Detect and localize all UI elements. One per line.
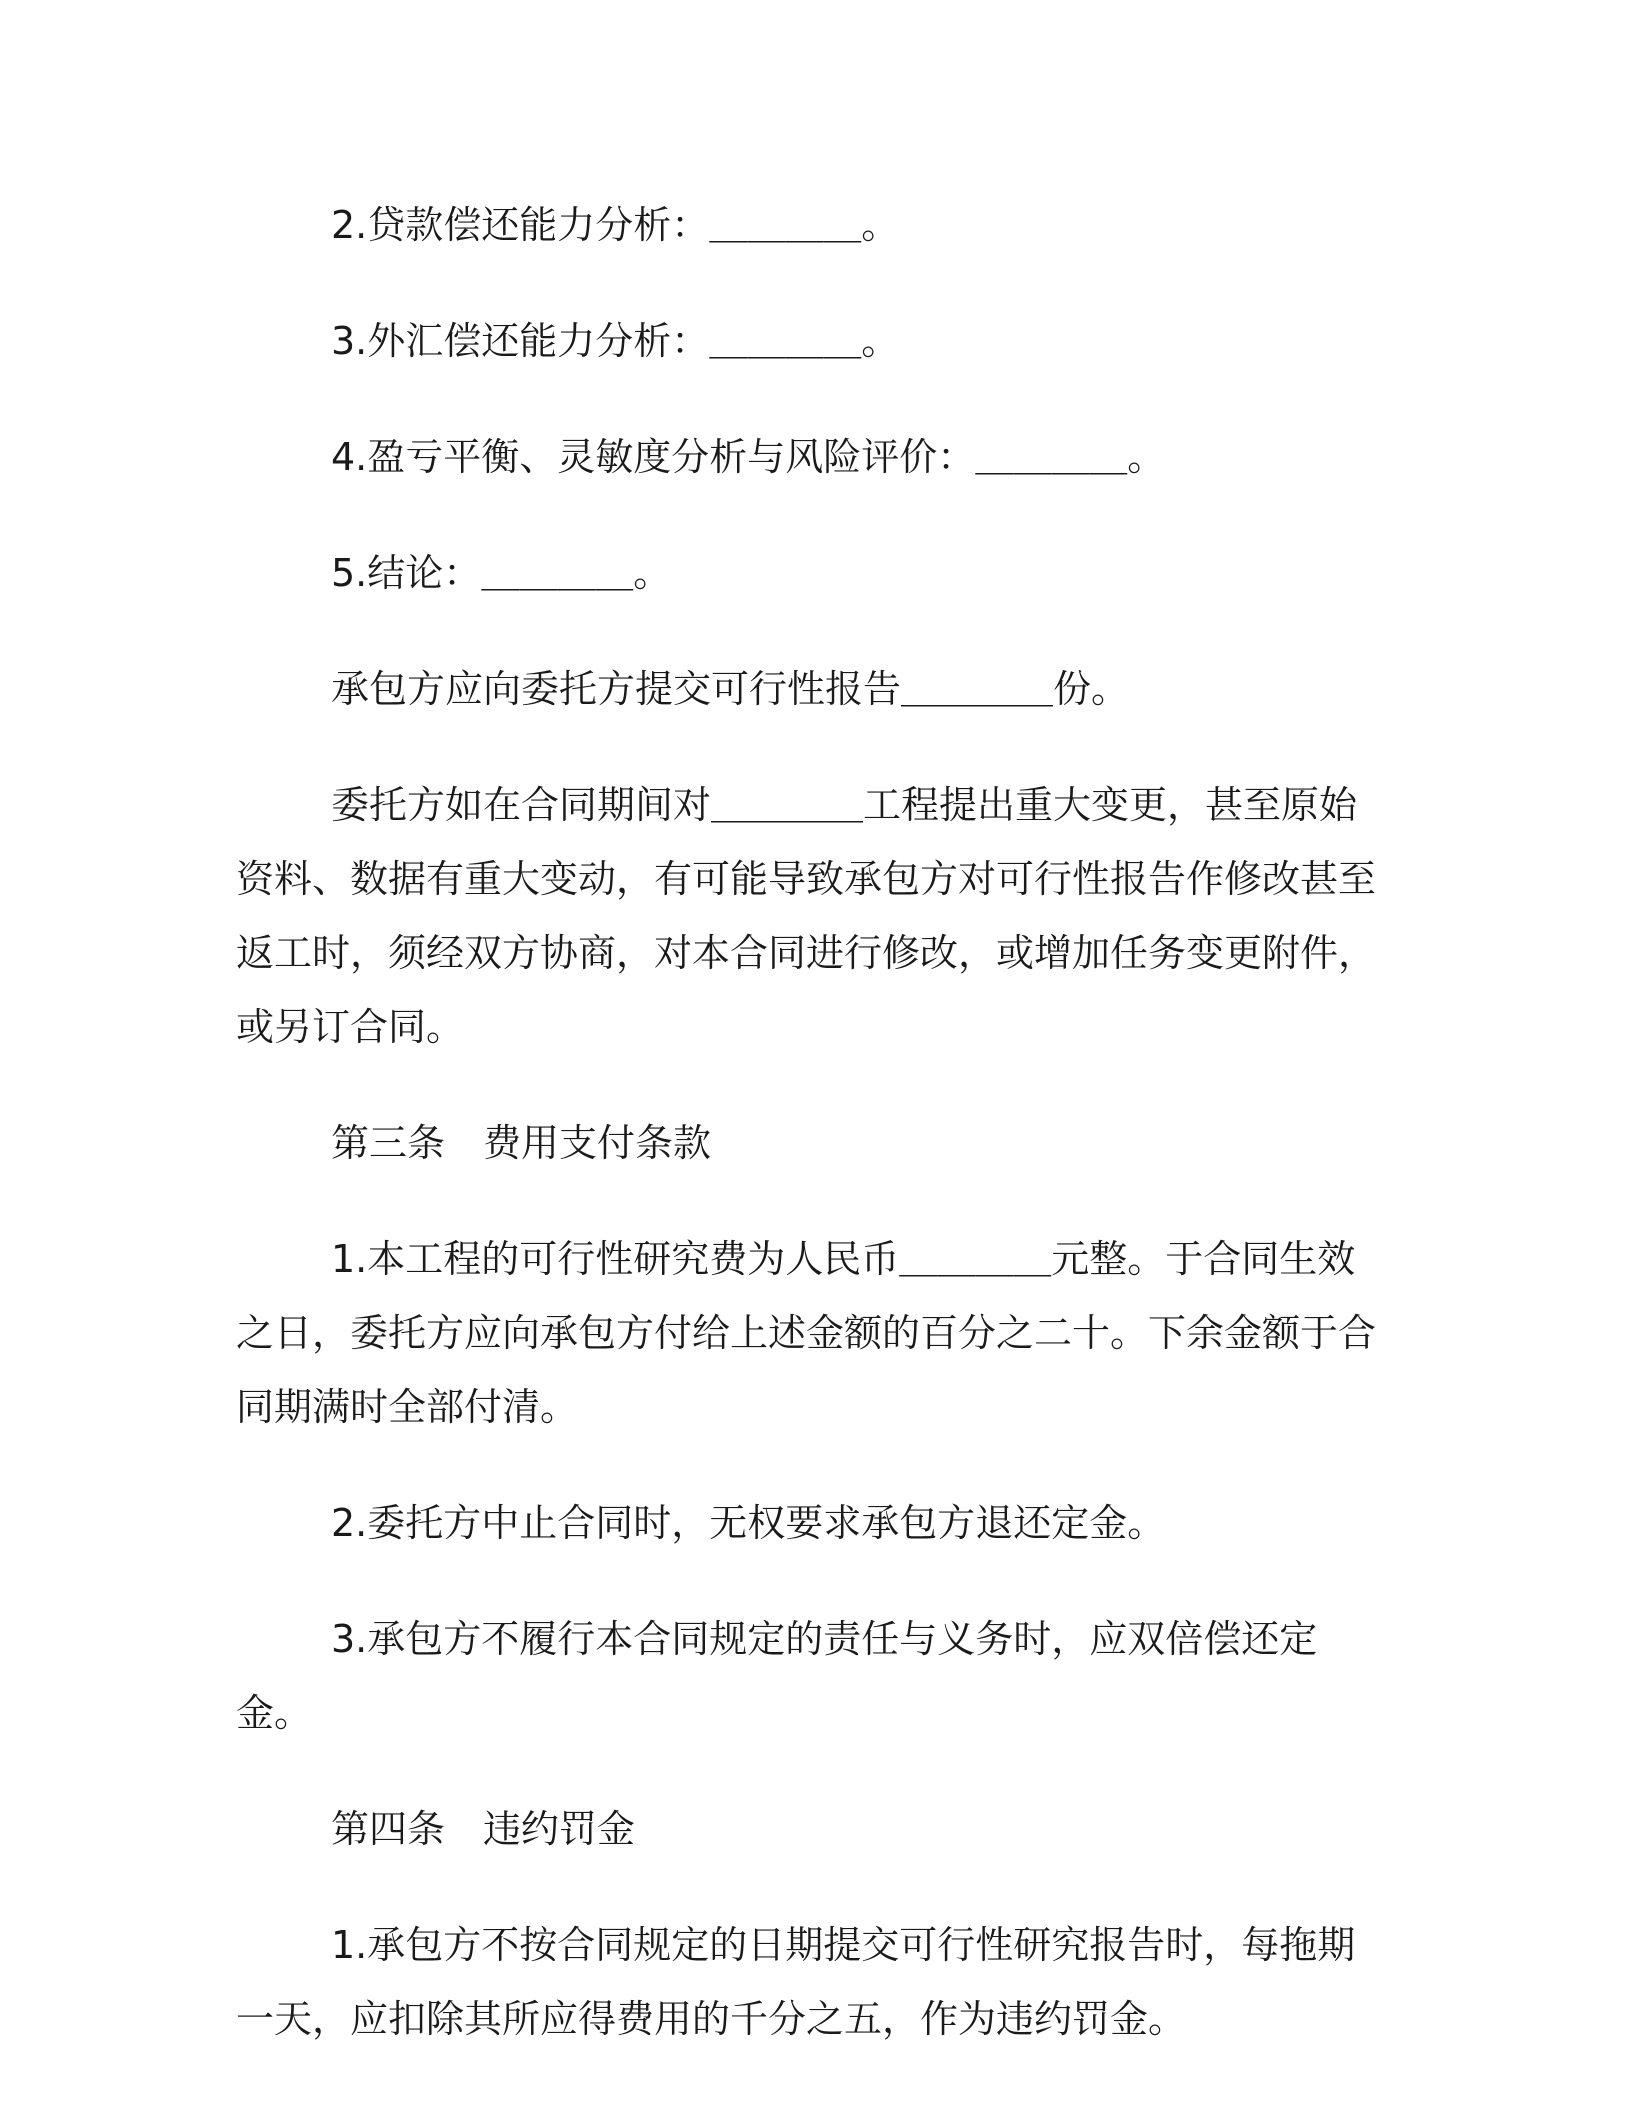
paragraph-contract-changes: 委托方如在合同期间对＿＿＿＿工程提出重大变更，甚至原始资料、数据有重大变动，有可能导致承包方对可行性报告作修改甚至返工时，须经双方协商，对本合同进行修改，或增加任务变更附件，或另订合同。 xyxy=(236,783,1377,1049)
paragraph-breakeven-risk-analysis: 4.盈亏平衡、灵敏度分析与风险评价：＿＿＿＿。 xyxy=(331,435,1166,479)
paragraph-report-copies: 承包方应向委托方提交可行性报告＿＿＿＿份。 xyxy=(331,667,1130,711)
paragraph-forex-repayment-analysis: 3.外汇偿还能力分析：＿＿＿＿。 xyxy=(331,319,900,363)
paragraph-loan-repayment-analysis: 2.贷款偿还能力分析：＿＿＿＿。 xyxy=(331,203,900,247)
paragraph-late-penalty: 1.承包方不按合同规定的日期提交可行性研究报告时，每拖期一天，应扣除其所应得费用的千分之五，作为违约罚金。 xyxy=(236,1923,1356,2041)
document-body xyxy=(236,188,1376,2098)
paragraph-research-fee: 1.本工程的可行性研究费为人民币＿＿＿＿元整。于合同生效之日，委托方应向承包方付给上述金额的百分之二十。下余金额于合同期满时全部付清。 xyxy=(236,1237,1377,1429)
paragraph-contractor-default: 3.承包方不履行本合同规定的责任与义务时，应双倍偿还定金。 xyxy=(236,1617,1318,1735)
section-heading-article-4: 第四条 违约罚金 xyxy=(331,1807,636,1851)
paragraph-client-termination: 2.委托方中止合同时，无权要求承包方退还定金。 xyxy=(331,1501,1166,1545)
section-heading-article-3: 第三条 费用支付条款 xyxy=(331,1121,712,1165)
paragraph-conclusion: 5.结论：＿＿＿＿。 xyxy=(331,551,672,595)
